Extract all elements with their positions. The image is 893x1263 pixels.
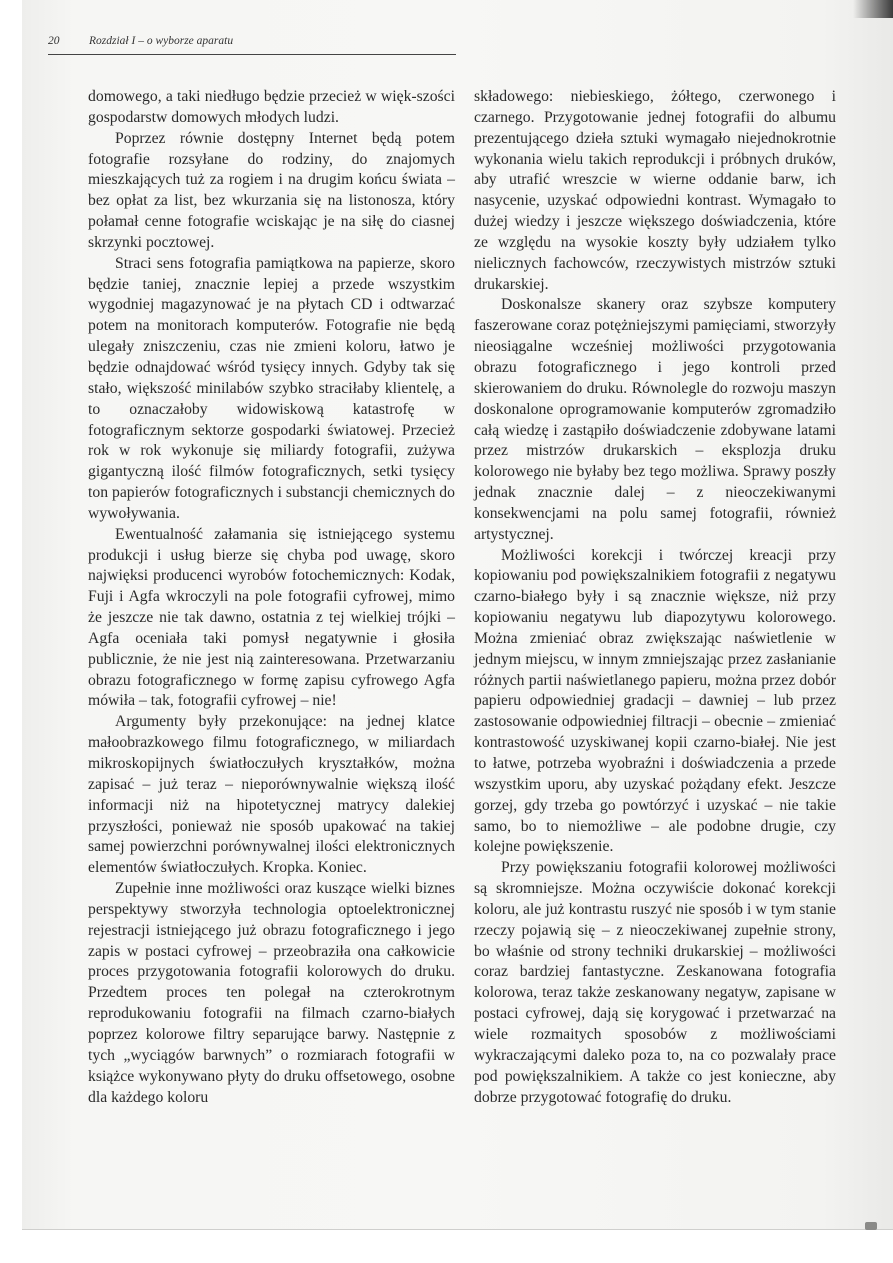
paragraph: Doskonalsze skanery oraz szybsze komputery faszerowane coraz potężniejszymi pamięciami, stworzyły nieosiągalne wcześniej możliwości przygotowania obrazu fotograficznego i jego kontroli przed skierowaniem do druku. Równolegle do rozwoju maszyn doskonalone oprogramowanie komputerów zgromadziło całą wiedzę i zastąpiło doświadczenie zdobywane latami przez mistrzów drukarskich – eksplozja druku kolorowego nie byłaby bez tego możliwa. Sprawy poszły jednak znacznie dalej – z nieoczekiwanymi konsekwencjami na polu samej fotografii, również artystycznej. [474,296,836,543]
paragraph: Poprzez równie dostępny Internet będą potem fotografie rozsyłane do rodziny, do znajomych mieszkających tuż za rogiem i na drugim końcu świata – bez opłat za list, bez wkurzania się na listonosza, który połamał cenne fotografie wciskając je na siłę do ciasnej skrzynki pocztowej. [88,129,455,251]
paragraph: Zupełnie inne możliwości oraz kuszące wielki biznes perspektywy stworzyła technologia optoelektronicznej rejestracji istniejącego już obrazu fotograficznego i jego zapis w postaci cyfrowej – przeobraziła ona całkowicie proces przygotowania fotografii kolorowych do druku. Przedtem proces ten polegał na czterokrotnym reprodukowaniu fotografii na filmach czarno-białych poprzez kolorowe filtry separujące barwy. Następnie z tych „wyciągów barwnych” o rozmiarach fotografii w książce wykonywano płyty do druku offsetowego, osobne dla każdego koloru [88,880,455,1106]
left-column [88,87,455,1108]
right-column [474,87,836,1108]
paragraph: Przy powiększaniu fotografii kolorowej możliwości są skromniejsze. Można oczywiście dokonać korekcji koloru, ale już kontrastu ruszyć nie sposób i w tym stanie rzeczy pojawią się – z nieoczekiwanej zupełnie strony, bo właśnie od strony techniki drukarskiej – możliwości coraz bardziej fantastyczne. Zeskanowana fotografia kolorowa, teraz także zeskanowany negatyw, zapisane w postaci cyfrowej, dają się korygować i przetwarzać na wiele rozmaitych sposobów z możliwościami wykraczającymi daleko poza to, na co pozwalały prace pod powiększalnikiem. A także co jest konieczne, aby dobrze przygotować fotografię do druku. [474,859,836,1106]
paragraph: składowego: niebieskiego, żółtego, czerwonego i czarnego. Przygotowanie jednej fotografii do albumu prezentującego dzieła sztuki wymagało niejednokrotnie wykonania wielu takich reprodukcji i próbnych druków, aby utrafić wreszcie w wierne oddanie barw, ich nasycenie, uzyskać odpowiedni kontrast. Wymagało to dużej wiedzy i jeszcze większego doświadczenia, które ze względu na wysokie koszty były udziałem tylko nielicznych fachowców, rzeczywistych mistrzów sztuki drukarskiej. [474,88,836,293]
paragraph: Ewentualność załamania się istniejącego systemu produkcji i usług bierze się chyba pod uwagę, skoro najwięksi producenci wyrobów fotochemicznych: Kodak, Fuji i Agfa wkroczyli na pole fotografii cyfrowej, mimo że jeszcze nie tak dawno, ostatnia z tej wielkiej trójki – Agfa oceniała taki pomysł negatywnie i głosiła publicznie, że nie jest nią zainteresowana. Przetwarzaniu obrazu fotograficznego w formę zapisu cyfrowego Agfa mówiła – tak, fotografii cyfrowej – nie! [88,525,455,710]
scan-edge-mark [865,1222,877,1230]
page-number: 20 [48,35,60,47]
paragraph: Straci sens fotografia pamiątkowa na papierze, skoro będzie taniej, znacznie lepiej a przede wszystkim wygodniej magazynować je na płytach CD i odtwarzać potem na monitorach komputerów. Fotografie nie będą ulegały zniszczeniu, czas nie zmieni koloru, łatwo je będzie odnajdować wśród tysięcy innych. Gdyby tak się stało, większość minilabów szybko straciłaby klientelę, a to oznaczałoby widowiskową katastrofę w fotograficznym sektorze gospodarki światowej. Przecież rok w rok wykonuje się miliardy fotografii, zużywa gigantyczną ilość filmów fotograficznych, setki tysięcy ton papierów fotograficznych i substancji chemicznych do wywoływania. [88,254,455,522]
paragraph: Argumenty były przekonujące: na jednej klatce małoobrazkowego filmu fotograficznego, w miliardach mikroskopijnych światłoczułych kryształków, można zapisać – już teraz – nieporównywalnie większą ilość informacji niż na hipotetycznej matrycy dalekiej przyszłości, ponieważ nie sposób upakować na takiej samej powierzchni porównywalnej ilości elektronicznych elementów światłoczułych. Kropka. Koniec. [88,713,455,877]
page-header [48,32,456,55]
paragraph: Możliwości korekcji i twórczej kreacji przy kopiowaniu pod powiększalnikiem fotografii z negatywu czarno-białego były i są znacznie większe, niż przy kopiowaniu negatywu lub diapozytywu kolorowego. Można zmieniać obraz zwiększając naświetlenie w jednym miejscu, w innym zmniejszając przez zasłanianie różnych partii naświetlanego papieru, można przez dobór papieru odpowiedniej gradacji – dawniej – lub przez zastosowanie odpowiedniej filtracji – obecnie – zmieniać kontrastowość uzyskiwanej kopii czarno-białej. Nie jest to łatwe, potrzeba wyobraźni i doświadczenia a przede wszystkim uporu, aby uzyskać pożądany efekt. Jeszcze gorzej, gdy trzeba go powtórzyć i uzyskać – nie takie samo, bo to niemożliwe – ale podobne drugie, czy kolejne powiększenie. [474,546,836,856]
scan-edge-shadow [853,0,893,18]
paragraph: domowego, a taki niedługo będzie przecież w więk-szości gospodarstw domowych młodych ludzi. [88,88,455,126]
running-title: Rozdział I – o wyborze aparatu [89,35,234,47]
